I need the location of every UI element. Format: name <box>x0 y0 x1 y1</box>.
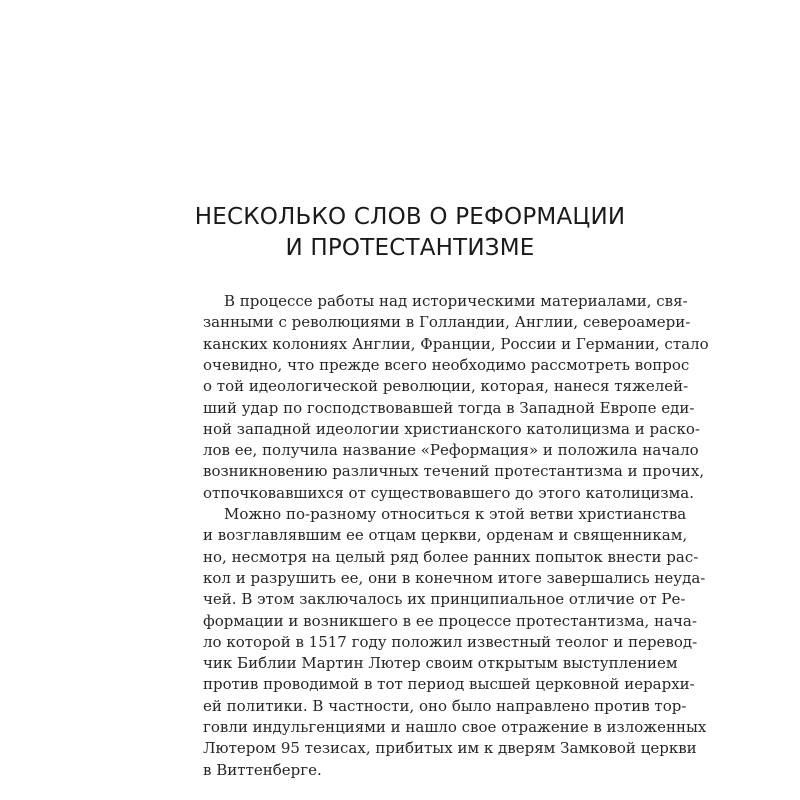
text-line: чик Библии Мартин Лютер своим открытым выступлением <box>203 654 678 673</box>
text-line: в Виттенберге. <box>203 760 322 779</box>
text-line: возникновению различных течений протестантизма и прочих, <box>203 462 705 481</box>
text-line: Лютером 95 тезисах, прибитых им к дверям Замковой церкви <box>203 739 697 758</box>
text-line: Можно по-разному относиться к этой ветви христианства <box>224 505 687 523</box>
text-line: В процессе работы над историческими материалами, свя- <box>224 292 688 310</box>
text-line: ло которой в 1517 году положил известный теолог и перевод- <box>203 632 698 651</box>
chapter-title-line-2: И ПРОТЕСТАНТИЗМЕ <box>285 235 535 261</box>
text-line: канских колониях Англии, Франции, России и Германии, стало <box>203 334 709 353</box>
text-line: ей политики. В частности, оно было направлено против тор- <box>203 696 687 715</box>
text-line: против проводимой в тот период высшей церковной иерархи- <box>203 675 695 694</box>
text-line: отпочковавшихся от существовавшего до этого католицизма. <box>203 483 694 502</box>
text-line: ший удар по господствовавшей тогда в Западной Европе еди- <box>203 398 695 417</box>
text-line: занными с революциями в Голландии, Англии, североамери- <box>203 313 691 332</box>
text-line: лов ее, получила название «Реформация» и положила начало <box>203 441 699 460</box>
text-line: чей. В этом заключалось их принципиальное отличие от Ре- <box>203 590 686 609</box>
text-line: кол и разрушить ее, они в конечном итоге завершались неуда- <box>203 568 706 587</box>
text-line: и возглавлявшим ее отцам церкви, орденам и священникам, <box>203 526 688 545</box>
chapter-title-line-1: НЕСКОЛЬКО СЛОВ О РЕФОРМАЦИИ <box>194 204 626 230</box>
text-line: о той идеологической революции, которая, нанеся тяжелей- <box>203 377 689 396</box>
text-line: говли индульгенциями и нашло свое отражение в изложенных <box>203 718 707 736</box>
text-line: очевидно, что прежде всего необходимо рассмотреть вопрос <box>203 355 690 374</box>
text-line: ной западной идеологии христианского католицизма и раско- <box>203 419 700 438</box>
text-line: формации и возникшего в ее процессе протестантизма, нача- <box>203 611 697 630</box>
text-line: но, несмотря на целый ряд более ранних попыток внести рас- <box>203 547 699 566</box>
